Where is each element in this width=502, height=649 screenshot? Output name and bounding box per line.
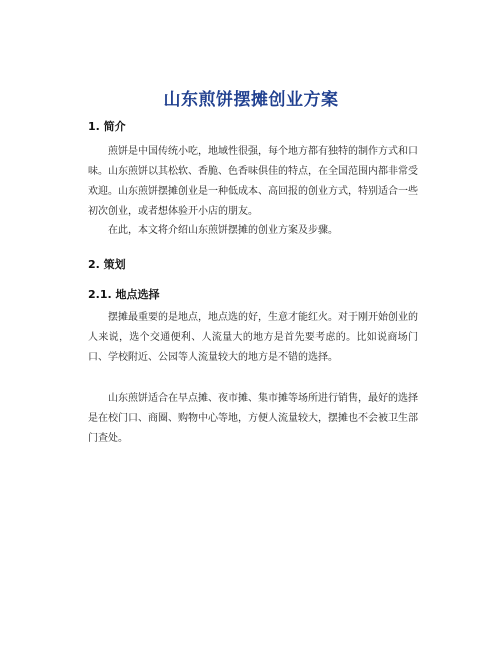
section-heading-planning: 2. 策划 bbox=[88, 258, 126, 271]
subsection-heading-location: 2.1. 地点选择 bbox=[88, 288, 160, 301]
location-paragraph-2: 山东煎饼适合在早点摊、夜市摊、集市摊等场所进行销售，最好的选择是在校门口、商圈、购物中心等地，方便人流量较大，摆摊也不会被卫生部门查处。 bbox=[88, 393, 418, 444]
document-title: 山东煎饼摆摊创业方案 bbox=[163, 90, 339, 110]
intro-paragraph-2: 在此，本文将介绍山东煎饼摆摊的创业方案及步骤。 bbox=[108, 225, 338, 236]
location-paragraph-1: 摆摊最重要的是地点，地点选的好，生意才能红火。对于刚开始创业的人来说，选个交通便利、人流量大的地方是首先要考虑的。比如说商场门口、学校附近、公园等人流量较大的地方是不错的选择。 bbox=[88, 312, 418, 363]
intro-paragraph-1: 煎饼是中国传统小吃，地域性很强，每个地方都有独特的制作方式和口味。山东煎饼以其松软、香脆、色香味俱佳的特点，在全国范围内都非常受欢迎。山东煎饼摆摊创业是一种低成本、高回报的创业方式，特别适合一些初次创业，或者想体验开小店的朋友。 bbox=[88, 146, 418, 217]
section-heading-intro: 1. 简介 bbox=[88, 120, 126, 133]
